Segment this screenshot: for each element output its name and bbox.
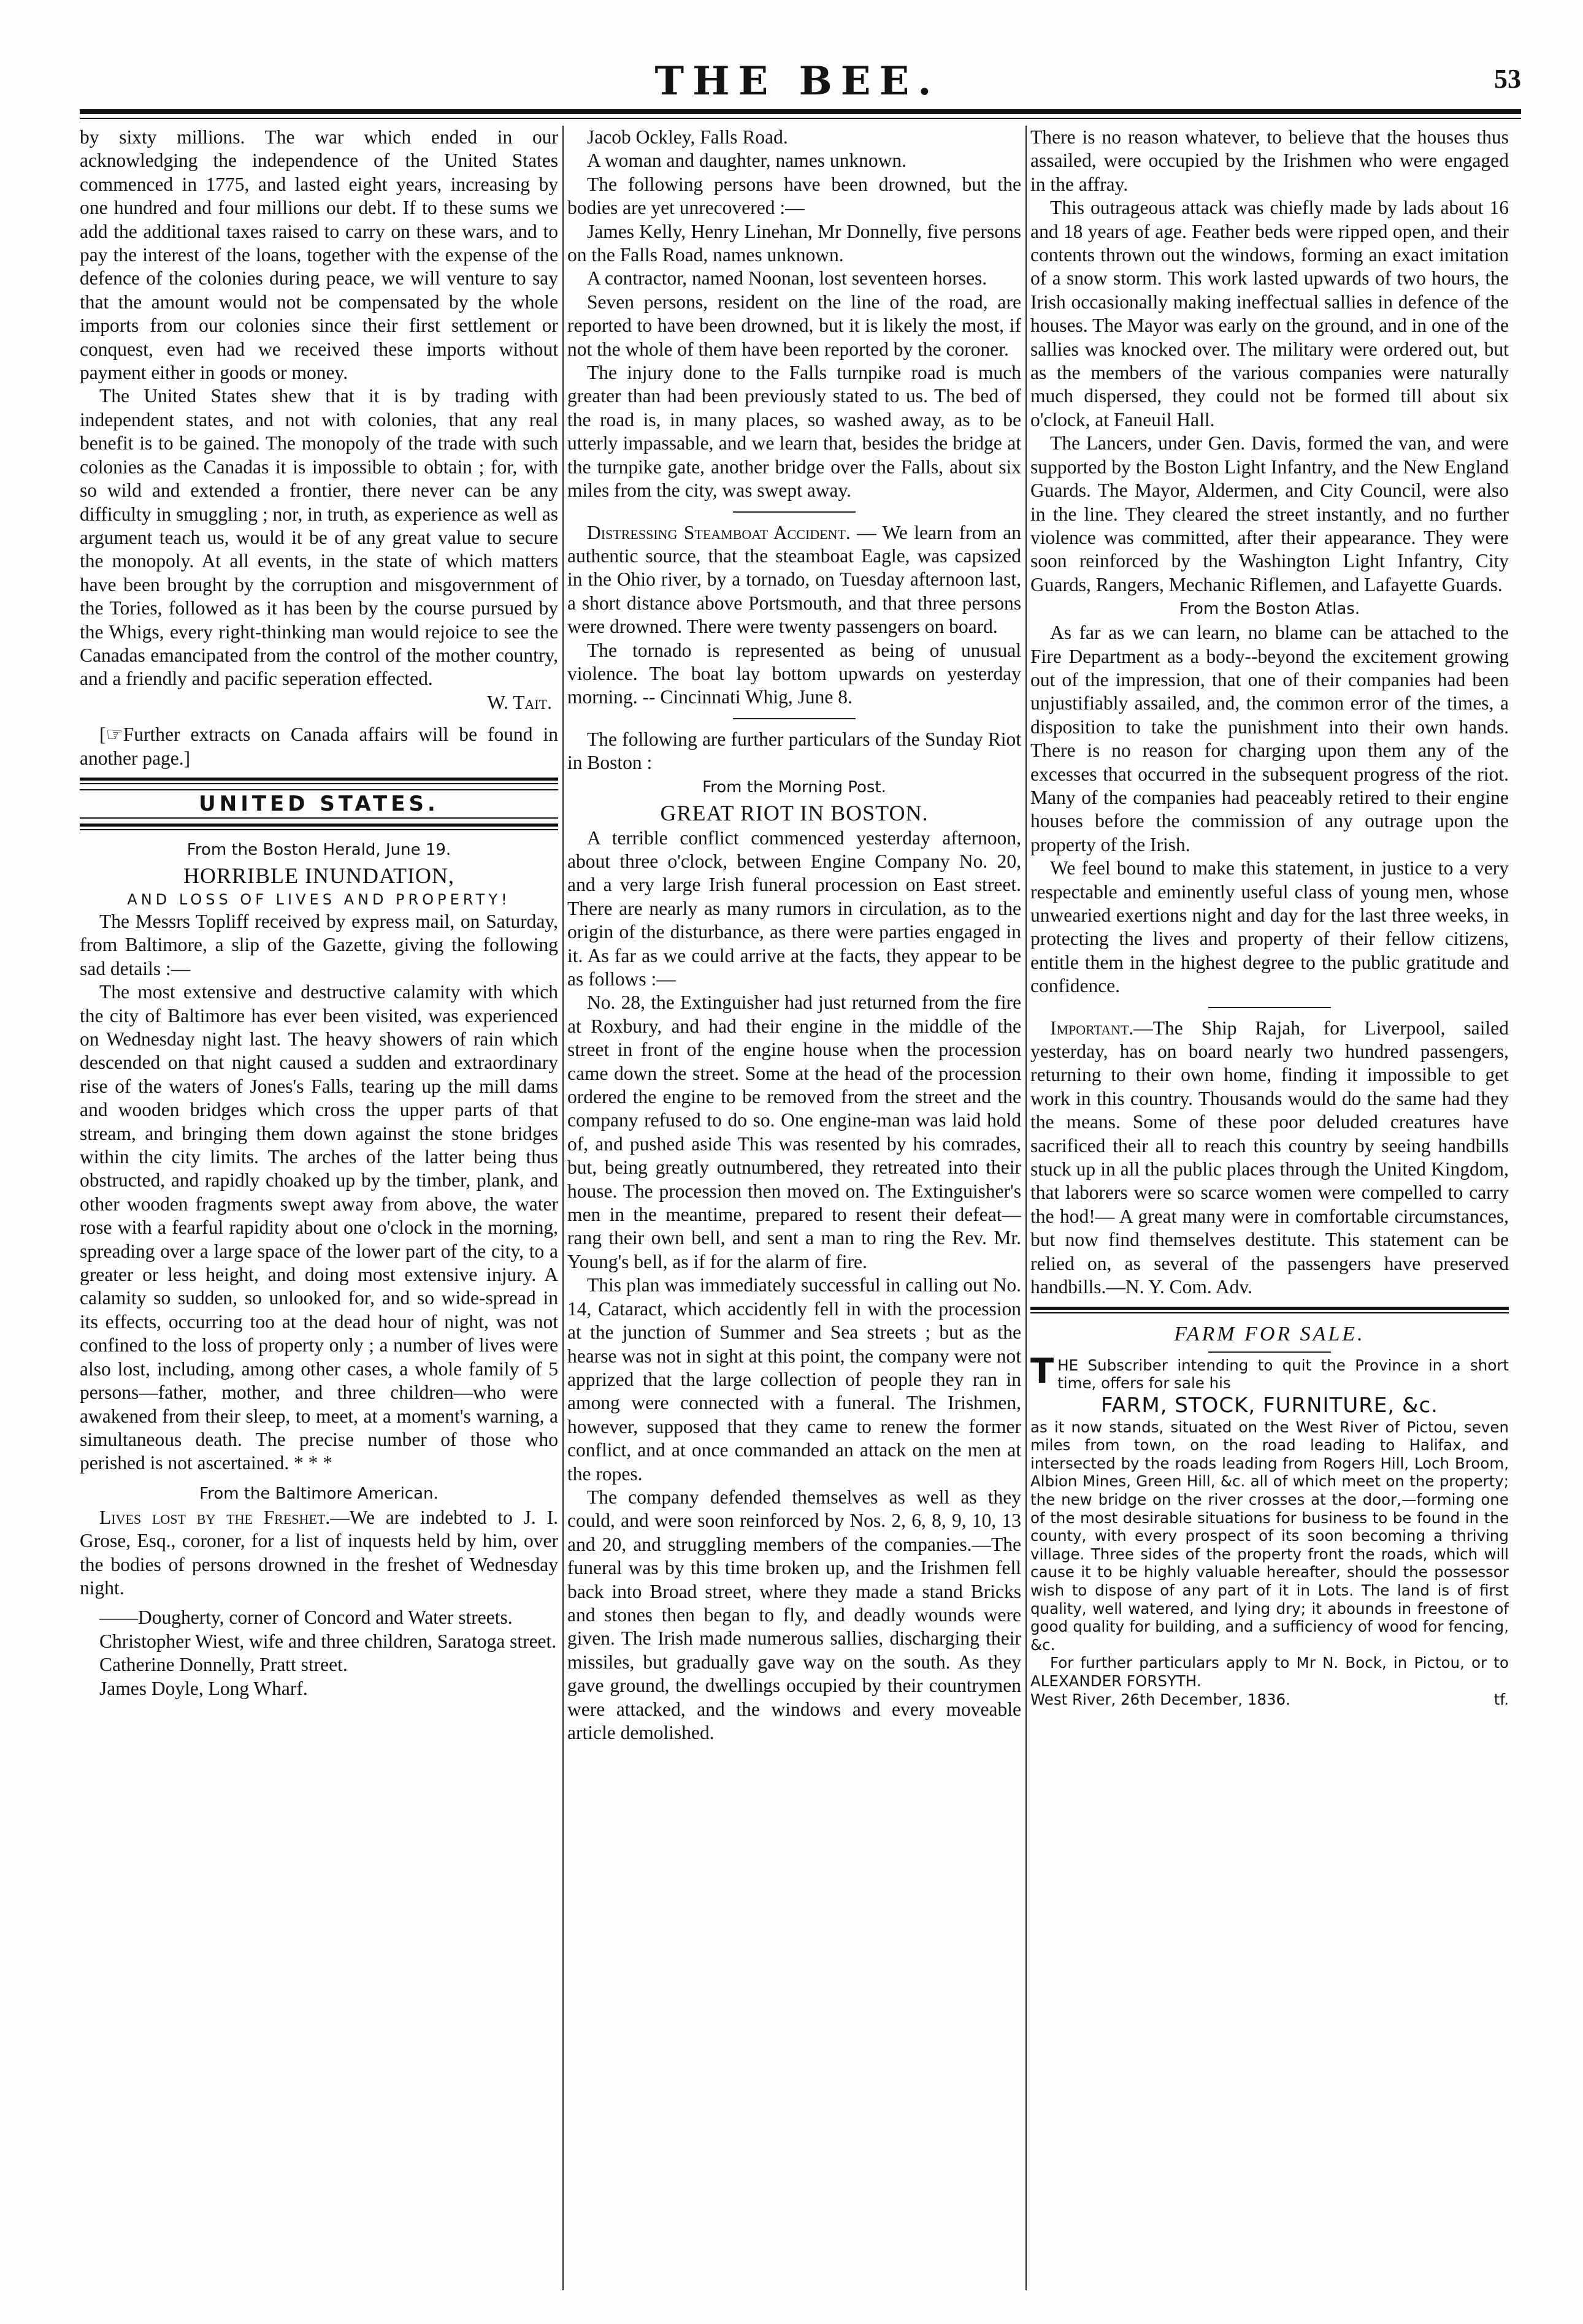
list-item: Christopher Wiest, wife and three children, Saratoga street. (99, 1630, 557, 1652)
article-source: From the Baltimore American. (199, 1484, 439, 1503)
separator-rule (1208, 1351, 1331, 1353)
masthead-rule-thin (80, 118, 1521, 119)
article-paragraph (1030, 1017, 1509, 1299)
article-paragraph: by sixty millions. The war which ended in our acknowledging the independence of the United States commenced in 1775, and lasted eight years, increasing by one hundred and four millions our debt. If to these sums we add the additional taxes raised to carry on these wars, and to pay the interest of the loans, together with the expense of the defence of the colonies during peace, we will venture to say that the amount would not be compensated by the whole imports from our colonies since their first settlement or conquest, even had we received these imports without payment either in goods or money. (80, 126, 558, 384)
advertisement-body: as it now stands, situated on the West River of Pictou, seven miles from town, on the road leading to Halifax, and intersected by the roads leading from Rogers Hill, Loch Broom, Albion Mines, Green Hill, &c. all of which meet on the property; the new bridge on the river crosses at the door,—forming one of the most desirable situations for business to be found in the county, with every prospect of its soon becoming a thriving village. Three sides of the property front the roads, which will cause it to be highly valuable hereafter, should the possessor wish to dispose of any part of it in Lots. The land is of first quality, well watered, and lying dry; it abounds in freestone of good quality for building, and a sufficiency of wood for fencing, &c. (1030, 1418, 1509, 1654)
list-item: Jacob Ockley, Falls Road. (587, 126, 788, 148)
article-paragraph: A contractor, named Noonan, lost seventeen horses. (587, 267, 987, 289)
paragraph-body: —The Ship Rajah, for Liverpool, sailed yesterday, has on board nearly two hundred passengers, returning to their own home, finding it impossible to get work in this country. Thousands would do the same had they the means. Some of these poor deluded creatures have sacrificed their all to reach this country by seeing handbills stuck up in all the public places through the United Kingdom, that laborers were so scarce women were compelled to carry the hod!— A great many were in comfortable circumstances, but now find themselves destitute. This statement can be relied on, as several of the passengers have preserved handbills.—N. Y. Com. Adv. (1030, 1017, 1509, 1298)
masthead (74, 58, 1521, 107)
advertisement-title: FARM, STOCK, FURNITURE, &c. (1101, 1393, 1438, 1418)
article-paragraph: The most extensive and destructive calamity with which the city of Baltimore has ever been visited, was experienced on Wednesday night last. The heavy showers of rain which descended on that night caused a sudden and extraordinary rise of the waters of Jones's Falls, tearing up the mill dams and wooden bridges which cross the upper parts of that stream, and bringing them down against the stone bridges within the city limits. The arches of the latter being thus obstructed, and rapidly choaked up by the timber, plank, and other wooden fragments swept away from above, the water rose with a fearful rapidity about one o'clock in the morning, spreading over a large space of the lower part of the city, to a greater or less height, and doing most extensive injury. A calamity so sudden, so unlooked for, and so wide-spread in its effects, occurring too at the dead hour of night, was not confined to the loss of property only ; a number of lives were also lost, including, among other cases, a whole family of 5 persons—father, mother, and three children—who were awakened from their sleep, to meet, at a moment's warning, a simultaneous death. The precise number of those who perished is not ascertained. * * * (80, 981, 558, 1474)
article-headline: HORRIBLE INUNDATION, (183, 863, 454, 888)
section-rule (80, 778, 558, 784)
article-paragraph: The following are further particulars of the Sunday Riot in Boston : (567, 728, 1021, 774)
separator-rule (1208, 1007, 1331, 1008)
section-rule (1030, 1307, 1509, 1313)
section-rule (80, 824, 558, 830)
article-paragraph: James Kelly, Henry Linehan, Mr Donnelly, five persons on the Falls Road, names unknown. (567, 220, 1021, 266)
advertisement-intro (1030, 1351, 1509, 1393)
list-item: ——Dougherty, corner of Concord and Water streets. (99, 1607, 513, 1629)
article-source: From the Morning Post. (702, 778, 886, 797)
column-divider-2 (1025, 126, 1027, 2290)
separator-rule (733, 718, 856, 719)
section-title: UNITED STATES. (80, 792, 558, 816)
masthead-rule-thick (80, 109, 1521, 114)
article-paragraph: The company defended themselves as well as they could, and were soon reinforced by Nos. 2, 6, 8, 9, 10, 13 and 20, and struggling members of the companies.—The funeral was by this time broken up, and the Irishmen fell back into Broad street, where they made a stand Bricks and stones then began to fly, and deadly wounds were given. The Irish made numerous sallies, discharging their missiles, but gradually gave way on the south. As they gave ground, the dwellings occupied by their countrymen were attacked, and the windows and every moveable article demolished. (567, 1486, 1021, 1743)
column-2 (567, 126, 1021, 2296)
advertisement-intro-text: HE Subscriber intending to quit the Province in a short time, offers for sale his (1057, 1356, 1509, 1393)
column-3 (1030, 126, 1509, 2296)
article-subheadline: AND LOSS OF LIVES AND PROPERTY! (127, 890, 511, 908)
advertisement-code: tf. (1493, 1690, 1509, 1708)
article-paragraph: There is no reason whatever, to believe that the houses thus assailed, were occupied by the Irishmen who were engaged in the affray. (1030, 126, 1509, 195)
list-item: Catherine Donnelly, Pratt street. (99, 1654, 348, 1676)
list-item: James Doyle, Long Wharf. (99, 1677, 308, 1699)
drop-cap: T (1030, 1351, 1054, 1391)
advertisement-contact: For further particulars apply to Mr N. Bock, in Pictou, or to ALEXANDER FORSYTH. (1030, 1654, 1509, 1690)
advertisement-footer (1030, 1691, 1509, 1709)
article-headline: GREAT RIOT IN BOSTON. (660, 800, 929, 825)
article-paragraph: As far as we can learn, no blame can be attached to the Fire Department as a body--beyond the excitement growing out of the impression, that one of their companies had been unjustifiably assailed, and, the common error of the times, a disposition to take the punishment into their own hands. There is no reason for charging upon them any of the excesses that occurred in the subsequent progress of the riot. Many of the companies had peaceably retired to their engine houses before the commission of any outrage upon the property of the Irish. (1030, 622, 1509, 855)
article-paragraph: The United States shew that it is by trading with independent states, and not with colonies, that any real benefit is to be gained. The monopoly of the trade with such colonies as the Canadas it is impossible to obtain ; for, with so wild and extended a frontier, there never can be any difficulty in smuggling ; nor, in truth, as experience as well as argument teach us, would it be of any great value to secure the monopoly. At all events, in the state of which matters have been brought by the corruption and misgovernment of the Tories, followed as it has been by the course pursued by the Whigs, every right-thinking man would rejoice to see the Canadas emancipated from the control of the mother country, and a friendly and pacific seperation effected. (80, 385, 558, 690)
article-paragraph: We feel bound to make this statement, in justice to a very respectable and eminently useful class of young men, whose unwearied exertions night and day for the last three weeks, in protecting the lives and property of their fellow citizens, entitle them in the highest degree to the public gratitude and confidence. (1030, 857, 1509, 997)
advertisement-heading: FARM FOR SALE. (1174, 1322, 1365, 1345)
editor-note: [☞Further extracts on Canada affairs will be found in another page.] (80, 724, 558, 769)
article-paragraph: This outrageous attack was chiefly made by lads about 16 and 18 years of age. Feather beds were ripped open, and their contents thrown out the windows, forming an exact imitation of a snow storm. This work lasted upwards of two hours, the Irish occasionally making ineffectual sallies in defence of the houses. The Mayor was early on the ground, and in one of the sallies was knocked over. The military were ordered out, but as the members of the various companies were naturally much dispersed, they could not be formed till about six o'clock, at Faneuil Hall. (1030, 197, 1509, 430)
signature: W. Tait. (487, 691, 552, 713)
victim-list (567, 126, 1021, 173)
paragraph-lead: Distressing Steamboat Accident. (587, 521, 851, 543)
paragraph-lead: Lives lost by the Freshet. (99, 1506, 331, 1528)
article-paragraph: A terrible conflict commenced yesterday afternoon, about three o'clock, between Engine Company No. 20, and a very large Irish funeral procession on East street. There are nearly as many rumors in circulation, as to the origin of the disturbance, as there were parties engaged in it. As far as we could arrive at the facts, they appear to be as follows :— (567, 827, 1021, 990)
page-number: 53 (1494, 64, 1521, 94)
paragraph-body: —We are indebted to J. I. Grose, Esq., coroner, for a list of inquests held by him, over the bodies of persons drowned in the freshet of Wednesday night. (80, 1506, 558, 1599)
article-paragraph: The Messrs Topliff received by express mail, on Saturday, from Baltimore, a slip of the Gazette, giving the following sad details :— (80, 910, 558, 979)
article-paragraph: The following persons have been drowned, but the bodies are yet unrecovered :— (567, 173, 1021, 219)
paragraph-lead: Important. (1050, 1017, 1134, 1039)
separator-rule (733, 511, 856, 513)
paragraph-body: — We learn from an authentic source, that the steamboat Eagle, was capsized in the Ohio river, by a tornado, on Tuesday afternoon last, a short distance above Portsmouth, and that three persons were drowned. There were twenty passengers on board. (567, 521, 1021, 638)
column-1 (80, 126, 558, 2296)
article-paragraph: The injury done to the Falls turnpike road is much greater than had been previously stated to us. The bed of the road is, in many places, so washed away, as to be utterly impassable, and we learn that, besides the bridge at the turnpike gate, another bridge over the Falls, about six miles from the city, was swept away. (567, 362, 1021, 502)
masthead-title: THE BEE. (654, 58, 940, 104)
advertisement-date: West River, 26th December, 1836. (1030, 1690, 1290, 1708)
article-paragraph: Seven persons, resident on the line of the road, are reported to have been drowned, but it is likely the most, if not the whole of them have been reported by the coroner. (567, 291, 1021, 360)
article-source: From the Boston Atlas. (1179, 600, 1360, 619)
article-source: From the Boston Herald, June 19. (186, 840, 451, 859)
article-paragraph: This plan was immediately successful in calling out No. 14, Cataract, which accidently fell in with the procession at the junction of Summer and Sea streets ; but as the hearse was not in sight at this point, the company were not apprized that the large collection of people they ran in among were connected with a funeral. The Irishmen, however, supposed that they came to renew the former conflict, and at once commanded an attack on the men at the ropes. (567, 1274, 1021, 1485)
article-paragraph (567, 521, 1021, 639)
article-paragraph: The tornado is represented as being of unusual violence. The boat lay bottom upwards on yesterday morning. -- Cincinnati Whig, June 8. (567, 639, 1021, 708)
article-paragraph (80, 1506, 558, 1600)
article-paragraph: The Lancers, under Gen. Davis, formed the van, and were supported by the Boston Light Infantry, and the New England Guards. The Mayor, Aldermen, and City Council, were also in the line. They cleared the street instantly, and no further violence was committed, after their appearance. They were soon reinforced by the Washington Light Infantry, City Guards, Rangers, Mechanic Riflemen, and Lafayette Guards. (1030, 432, 1509, 595)
list-item: A woman and daughter, names unknown. (587, 150, 907, 172)
column-divider-1 (562, 126, 564, 2290)
victim-list (80, 1606, 558, 1700)
advertisement (1030, 1351, 1509, 1709)
article-paragraph: No. 28, the Extinguisher had just returned from the fire at Roxbury, and had their engine in the middle of the street in front of the engine house when the procession came down the street. Some at the head of the procession ordered the engine to be removed from the street and the company refused to do so. One engine-man was laid hold of, and pushed aside This was resented by his comrades, but, being greatly outnumbered, they retreated into their house. The procession then moved on. The Extinguisher's men in the meantime, prepared to resent their defeat—rang their own bell, and sent a man to ring the Rev. Mr. Young's bell, as if for the alarm of fire. (567, 992, 1021, 1272)
